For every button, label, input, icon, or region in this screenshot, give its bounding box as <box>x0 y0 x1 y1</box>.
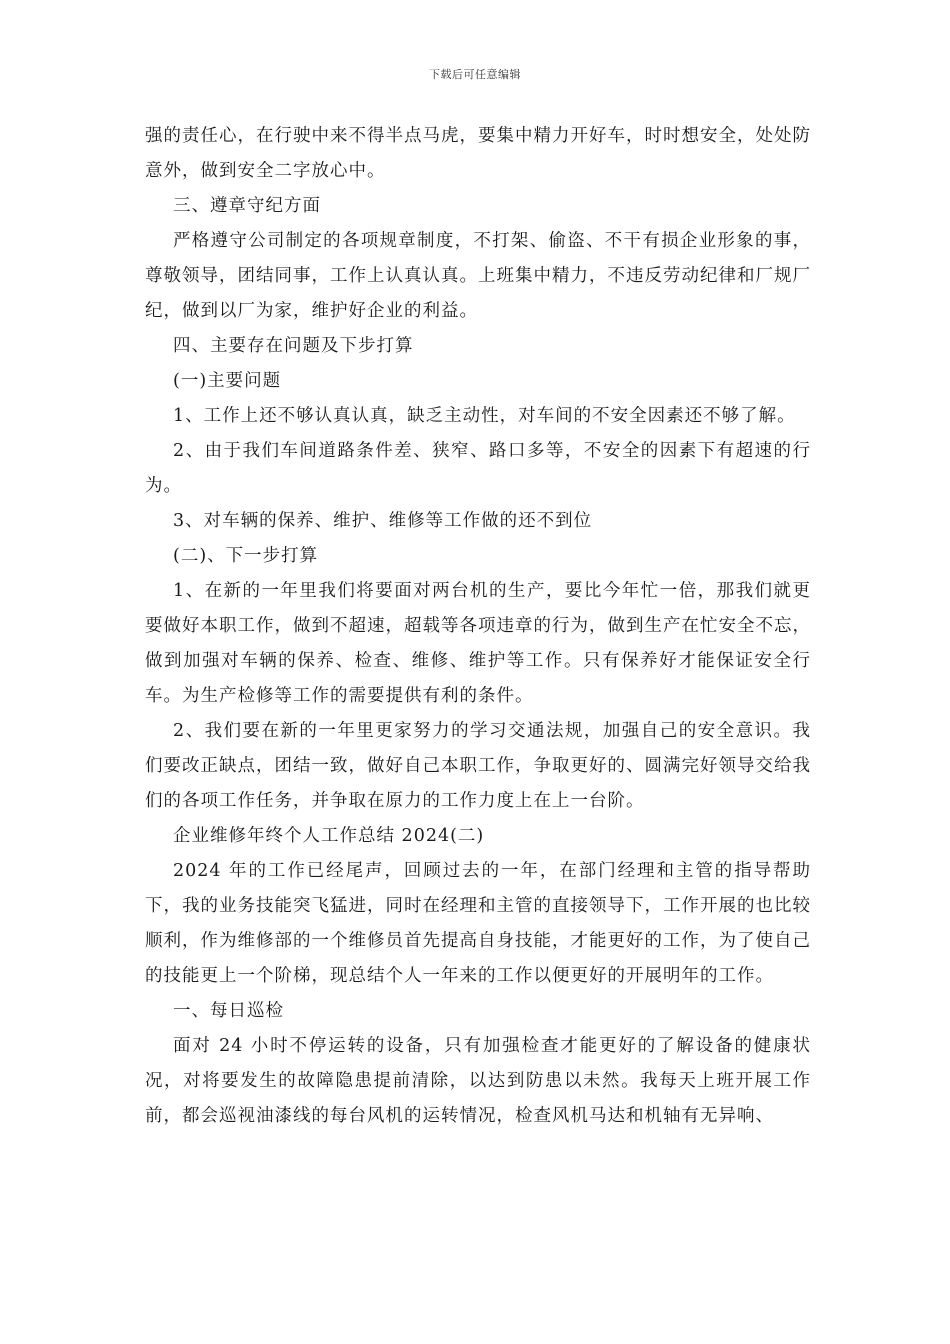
subsection-heading: (二)、下一步打算 <box>173 546 319 566</box>
list-item: 2、由于我们车间道路条件差、狭窄、路口多等，不安全的因素下有超速的行为。 <box>145 441 811 496</box>
paragraph: 严格遵守公司制定的各项规章制度，不打架、偷盗、不干有损企业形象的事，尊敬领导，团结同事，工作上认真认真。上班集中精力，不违反劳动纪律和厂规厂纪，做到以厂为家，维护好企业的利益。 <box>145 231 811 321</box>
document-body <box>145 119 811 1134</box>
paragraph-continued: 强的责任心，在行驶中来不得半点马虎，要集中精力开好车，时时想安全，处处防意外，做到安全二字放心中。 <box>145 126 811 181</box>
paragraph: 面对 24 小时不停运转的设备，只有加强检查才能更好的了解设备的健康状况，对将要发生的故障隐患提前清除，以达到防患以未然。我每天上班开展工作前，都会巡视油漆线的每台风机的运转情况，检查风机马达和机轴有无异响、 <box>145 1036 811 1126</box>
list-item: 2、我们要在新的一年里更家努力的学习交通法规，加强自己的安全意识。我们要改正缺点，团结一致，做好自己本职工作，争取更好的、圆满完好领导交给我们的各项工作任务，并争取在原力的工作力度上在上一台阶。 <box>145 721 811 811</box>
section-heading: 一、每日巡检 <box>173 1001 284 1021</box>
document-title: 企业维修年终个人工作总结 2024(二) <box>173 826 485 846</box>
page-header: 下载后可任意编辑 <box>429 68 521 81</box>
list-item: 3、对车辆的保养、维护、维修等工作做的还不到位 <box>173 511 593 531</box>
list-item: 1、在新的一年里我们将要面对两台机的生产，要比今年忙一倍，那我们就更要做好本职工作，做到不超速，超载等各项违章的行为，做到生产在忙安全不忘，做到加强对车辆的保养、检查、维修、维护等工作。只有保养好才能保证安全行车。为生产检修等工作的需要提供有利的条件。 <box>145 581 811 706</box>
section-heading: 三、遵章守纪方面 <box>173 196 321 216</box>
list-item: 1、工作上还不够认真认真，缺乏主动性，对车间的不安全因素还不够了解。 <box>173 406 796 426</box>
section-heading: 四、主要存在问题及下步打算 <box>173 336 414 356</box>
subsection-heading: (一)主要问题 <box>173 371 282 391</box>
paragraph: 2024 年的工作已经尾声，回顾过去的一年，在部门经理和主管的指导帮助下，我的业务技能突飞猛进，同时在经理和主管的直接领导下，工作开展的也比较顺利，作为维修部的一个维修员首先提高自身技能，才能更好的工作，为了使自己的技能更上一个阶梯，现总结个人一年来的工作以便更好的开展明年的工作。 <box>145 861 811 986</box>
